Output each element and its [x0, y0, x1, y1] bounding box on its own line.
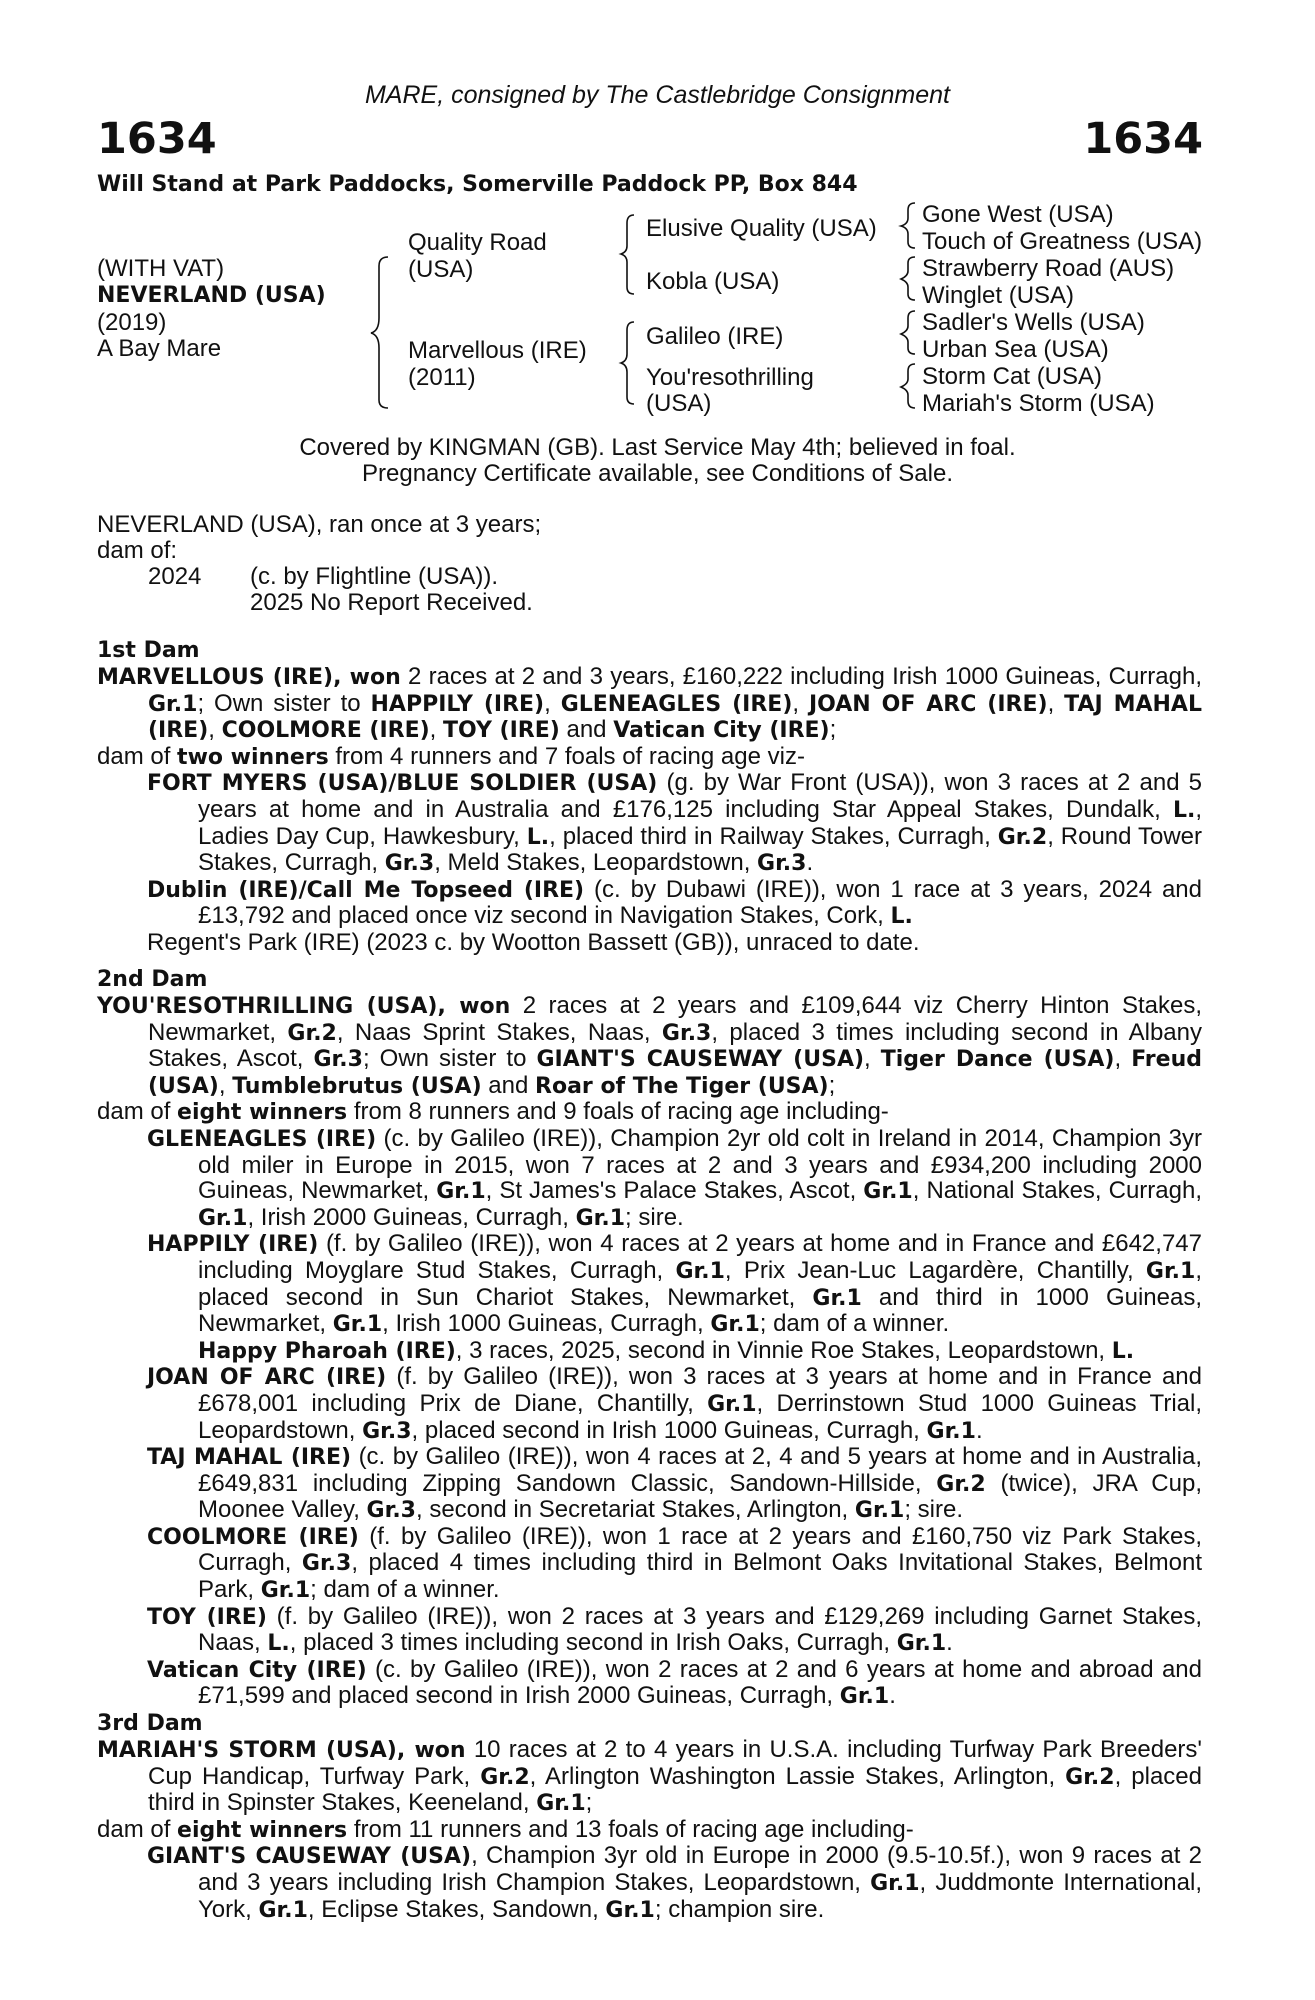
bold-text-run: Gr.2	[287, 1020, 337, 1046]
second-dam-grandfoal	[97, 1338, 1202, 1365]
text-run: ; dam of a winner.	[310, 1576, 500, 1604]
text-run: , Irish 1000 Guineas, Curragh,	[382, 1310, 711, 1338]
sire-dam: Kobla (USA)	[646, 268, 780, 295]
first-dam-foal-3	[97, 930, 1202, 956]
text-run: , placed second in Irish 1000 Guineas, Curragh,	[411, 1416, 927, 1444]
text-run: ; Own sister to	[197, 689, 371, 717]
text-run: (twice), JRA Cup, Moonee Valley,	[198, 1469, 1203, 1524]
bold-text-run: Gr.3	[661, 1020, 712, 1046]
bold-text-run: L.	[267, 1631, 290, 1657]
third-dam-text	[97, 1737, 1202, 1817]
text-run: 2 races at 2 years and £109,644 viz Cherry Hinton Stakes, Newmarket,	[148, 992, 1202, 1046]
bold-text-run: FORT MYERS (USA)/BLUE SOLDIER (USA)	[147, 771, 658, 797]
bold-text-run: Roar of The Tiger (USA)	[535, 1073, 829, 1099]
text-run: and third in 1000 Guineas, Newmarket,	[198, 1283, 1203, 1338]
text-run: (f. by Galileo (IRE)), won 3 races at 3 years at home and in France and £678,001 including Prix de Diane, Chantilly,	[198, 1363, 1202, 1417]
bold-text-run: MARIAH'S STORM (USA), won	[97, 1738, 466, 1763]
text-run: and	[559, 716, 614, 744]
bold-text-run: YOU'RESOTHRILLING (USA), won	[97, 994, 511, 1019]
text-run: , Ladies Day Cup, Hawkesbury,	[198, 795, 1202, 850]
bold-text-run: Gr.1	[710, 1312, 760, 1338]
text-run: .	[946, 1629, 953, 1657]
bold-text-run: Tumblebrutus (USA)	[232, 1073, 482, 1099]
bold-text-run: eight winners	[177, 1817, 348, 1843]
text-run: .	[806, 849, 814, 877]
text-run: , National Stakes, Curragh,	[912, 1177, 1203, 1205]
text-run: ,	[218, 1071, 233, 1099]
bold-text-run: Gr.2	[480, 1764, 530, 1790]
text-run: , placed 4 times including third in Belmont Oaks Invitational Stakes, Belmont Park,	[198, 1549, 1203, 1604]
text-run: (g. by War Front (USA)), won 3 races at 2 and 5 years at home and in Australia and £176,125 including Star Appeal Stakes, Dundalk,	[198, 769, 1202, 823]
bold-text-run: Gr.1	[258, 1897, 308, 1923]
second-dam-section	[97, 967, 1202, 1710]
bold-text-run: HAPPILY (IRE)	[370, 691, 545, 717]
text-run: 2 races at 2 and 3 years, £160,222 including Irish 1000 Guineas, Curragh,	[400, 663, 1203, 690]
text-run: , placed 3 times including second in Irish Oaks, Curragh,	[289, 1629, 897, 1657]
bold-text-run: GIANT'S CAUSEWAY (USA)	[536, 1047, 865, 1073]
first-dam-produce-intro	[97, 744, 1202, 771]
text-run: (c. by Galileo (IRE)), Champion 2yr old colt in Ireland in 2014, Champion 3yr old miler in Europe in 2015, won 7 races at 2 and 3 years and £934,200 including 2000 Guineas, Newmarket,	[198, 1124, 1202, 1205]
second-dam-title: 2nd Dam	[97, 967, 208, 992]
second-dam-foal-toy	[97, 1604, 1202, 1657]
horse-year: (2019)	[97, 309, 167, 336]
text-run: , placed third in Spinster Stakes, Keeneland,	[148, 1762, 1203, 1817]
text-run: , Irish 2000 Guineas, Curragh,	[247, 1203, 576, 1231]
ggs-8: Mariah's Storm (USA)	[922, 390, 1155, 417]
text-run: , placed 3 times including second in Albany Stakes, Ascot,	[148, 1018, 1202, 1073]
bold-text-run: Gr.2	[997, 824, 1048, 850]
bold-text-run: Gr.3	[313, 1047, 363, 1073]
second-dam-foal-gleneagles	[97, 1126, 1202, 1231]
ggs-1: Gone West (USA)	[922, 201, 1114, 228]
bold-text-run: Gr.1	[707, 1391, 757, 1417]
text-run: dam of	[97, 1098, 178, 1126]
bold-text-run: Gr.1	[605, 1897, 655, 1923]
text-run: from 11 runners and 13 foals of racing age including-	[347, 1815, 914, 1843]
text-run: , Naas Sprint Stakes, Naas,	[336, 1018, 662, 1046]
bold-text-run: Gr.1	[1145, 1258, 1196, 1284]
bold-text-run: Gr.3	[301, 1551, 352, 1577]
text-run: , Arlington Washington Lassie Stakes, Arlington,	[529, 1762, 1066, 1790]
bold-text-run: Gr.1	[839, 1684, 890, 1710]
text-run: ;	[828, 1071, 836, 1099]
bold-text-run: Gr.1	[436, 1179, 486, 1205]
produce-entry-1: (c. by Flightline (USA)).	[250, 563, 499, 590]
second-dam-foal-taj	[97, 1444, 1202, 1524]
bold-text-run: JOAN OF ARC (IRE)	[808, 691, 1048, 717]
bold-text-run: Gr.2	[1065, 1764, 1115, 1790]
bold-text-run: Gr.1	[854, 1498, 905, 1524]
dam-dam-country: (USA)	[646, 390, 712, 417]
text-run: from 4 runners and 7 foals of racing age viz-	[328, 742, 805, 770]
text-run: ,	[1047, 689, 1065, 717]
text-run: , 3 races, 2025, second in Vinnie Roe Stakes, Leopardstown,	[455, 1336, 1112, 1364]
text-run: ,	[208, 716, 222, 744]
bold-text-run: Tiger Dance (USA)	[880, 1047, 1115, 1073]
bold-text-run: L.	[526, 824, 550, 850]
produce-entry-2: 2025 No Report Received.	[250, 589, 533, 616]
bold-text-run: Gr.1	[870, 1870, 920, 1896]
bold-text-run: Gr.1	[863, 1179, 913, 1205]
ggs-3: Strawberry Road (AUS)	[922, 255, 1175, 282]
horse-name: NEVERLAND (USA)	[97, 283, 326, 308]
vat-note: (WITH VAT)	[97, 255, 225, 282]
first-dam-foal-2	[97, 877, 1202, 930]
bold-text-run: eight winners	[177, 1100, 348, 1126]
bold-text-run: MARVELLOUS (IRE), won	[97, 665, 401, 690]
bold-text-run: Gr.3	[757, 851, 807, 877]
text-run: 10 races at 2 to 4 years in U.S.A. including Turfway Park Breeders' Cup Handicap, Turfway Park,	[148, 1736, 1202, 1790]
text-run: ,	[792, 689, 809, 717]
second-dam-foal-vatican	[97, 1657, 1202, 1710]
ggs-6: Urban Sea (USA)	[922, 336, 1109, 363]
text-run: ; dam of a winner.	[759, 1310, 950, 1338]
bold-text-run: TAJ MAHAL (IRE)	[148, 691, 1202, 744]
bold-text-run: Gr.1	[812, 1285, 862, 1311]
bold-text-run: L.	[890, 904, 913, 930]
text-run: , Round Tower Stakes, Curragh,	[198, 822, 1203, 877]
bold-text-run: TOY (IRE)	[147, 1604, 267, 1630]
bold-text-run: Gr.1	[536, 1791, 586, 1817]
produce-year: 2024	[148, 563, 202, 590]
first-dam-text	[97, 664, 1202, 744]
sire-sire: Elusive Quality (USA)	[646, 215, 877, 242]
bold-text-run: JOAN OF ARC (IRE)	[147, 1365, 387, 1391]
text-run: , Eclipse Stakes, Sandown,	[307, 1895, 606, 1923]
second-dam-foal-happily	[97, 1231, 1202, 1337]
text-run: (f. by Galileo (IRE)), won 2 races at 3 years and £129,269 including Garnet Stakes, Naas,	[198, 1602, 1202, 1657]
ggs-5: Sadler's Wells (USA)	[922, 309, 1145, 336]
second-dam-text	[97, 993, 1202, 1099]
text-run: (c. by Galileo (IRE)), won 2 races at 2 and 6 years at home and abroad and £71,599 and placed second in Irish 2000 Guineas, Curragh,	[198, 1655, 1202, 1710]
bold-text-run: Gr.2	[936, 1471, 986, 1497]
dam-year: (2011)	[408, 364, 476, 391]
bold-text-run: Gr.3	[362, 1418, 412, 1444]
bold-text-run: Gr.3	[384, 851, 435, 877]
text-run: dam of	[97, 1815, 178, 1843]
text-run: , Meld Stakes, Leopardstown,	[434, 849, 758, 877]
text-run: dam of	[97, 742, 178, 770]
text-run: (c. by Galileo (IRE)), won 4 races at 2, 4 and 5 years at home and in Australia, £649,831 including Zipping Sandown Classic, Sandown-Hillside,	[198, 1443, 1203, 1497]
text-run: .	[975, 1416, 983, 1444]
text-run: ,	[544, 689, 561, 717]
text-run: , Champion 3yr old in Europe in 2000 (9.5-10.5f.), won 9 races at 2 and 3 years including Irish Champion Stakes, Leopardstown,	[198, 1842, 1203, 1896]
bold-text-run: Freud (USA)	[148, 1047, 1202, 1099]
second-dam-foal-joan	[97, 1364, 1202, 1444]
text-run: ,	[1114, 1045, 1132, 1073]
text-run: (f. by Galileo (IRE)), won 1 race at 2 years and £160,750 viz Park Stakes, Curragh,	[198, 1522, 1203, 1577]
dam-sire: Galileo (IRE)	[646, 323, 784, 350]
lot-number-right: 1634	[1083, 114, 1203, 164]
second-dam-foal-coolmore	[97, 1524, 1202, 1604]
bold-text-run: Gr.1	[260, 1578, 311, 1604]
sire-name: Quality Road	[408, 229, 547, 256]
produce-line-2: dam of:	[97, 537, 178, 564]
bold-text-run: HAPPILY (IRE)	[147, 1232, 319, 1258]
dam-name: Marvellous (IRE)	[408, 337, 587, 364]
text-run: , placed second in Sun Chariot Stakes, Newmarket,	[198, 1256, 1202, 1311]
bold-text-run: Vatican City (IRE)	[613, 718, 830, 744]
bold-text-run: Gr.1	[148, 691, 198, 717]
text-run: ;	[829, 716, 837, 744]
text-run: ; sire.	[904, 1496, 964, 1524]
consignment-title: MARE, consigned by The Castlebridge Consignment	[364, 81, 951, 109]
bold-text-run: Happy Pharoah (IRE)	[198, 1338, 456, 1364]
produce-line-1: NEVERLAND (USA), ran once at 3 years;	[97, 511, 542, 538]
text-run: , Derrinstown Stud 1000 Guineas Trial, Leopardstown,	[198, 1389, 1202, 1444]
text-run: from 8 runners and 9 foals of racing age including-	[347, 1098, 889, 1126]
covered-line: Covered by KINGMAN (GB). Last Service May 4th; believed in foal.	[299, 434, 1016, 461]
ggs-7: Storm Cat (USA)	[922, 363, 1103, 390]
lot-number-left: 1634	[97, 114, 217, 164]
text-run: ; sire.	[625, 1203, 684, 1231]
sire-country: (USA)	[408, 256, 474, 283]
text-run: , St James's Palace Stakes, Ascot,	[485, 1177, 864, 1205]
text-run: , Prix Jean-Luc Lagardère, Chantilly,	[724, 1256, 1146, 1284]
bold-text-run: TOY (IRE)	[443, 718, 560, 744]
bold-text-run: COOLMORE (IRE)	[147, 1524, 359, 1550]
text-run: Regent's Park (IRE) (2023 c. by Wootton Bassett (GB)), unraced to date.	[147, 928, 920, 956]
bold-text-run: COOLMORE (IRE)	[221, 718, 430, 744]
ggs-2: Touch of Greatness (USA)	[922, 228, 1203, 255]
bold-text-run: GLENEAGLES (IRE)	[147, 1126, 377, 1152]
bold-text-run: Gr.1	[332, 1312, 383, 1338]
text-run: ,	[429, 716, 444, 744]
text-run: and	[481, 1071, 536, 1099]
bold-text-run: Dublin (IRE)/Call Me Topseed (IRE)	[147, 877, 585, 903]
stand-location: Will Stand at Park Paddocks, Somerville Paddock PP, Box 844	[97, 172, 858, 197]
first-dam-section	[97, 638, 1202, 956]
bold-text-run: Gr.1	[198, 1205, 248, 1231]
bold-text-run: L.	[1172, 797, 1196, 823]
dam-dam: You'resothrilling	[646, 364, 814, 391]
bold-text-run: Gr.1	[675, 1258, 725, 1284]
first-dam-title: 1st Dam	[97, 638, 200, 663]
text-run: ; Own sister to	[362, 1045, 537, 1073]
bold-text-run: Gr.1	[896, 1631, 947, 1657]
bold-text-run: Vatican City (IRE)	[147, 1657, 367, 1683]
text-run: (f. by Galileo (IRE)), won 4 races at 2 years at home and in France and £642,747 including Moyglare Stud Stakes, Curragh,	[198, 1230, 1202, 1284]
bold-text-run: L.	[1111, 1338, 1135, 1364]
horse-description: A Bay Mare	[97, 335, 222, 362]
text-run: (c. by Dubawi (IRE)), won 1 race at 3 years, 2024 and £13,792 and placed once viz second in Navigation Stakes, Cork,	[198, 875, 1202, 930]
bold-text-run: GIANT'S CAUSEWAY (USA)	[147, 1844, 472, 1870]
bold-text-run: GLENEAGLES (IRE)	[560, 691, 793, 717]
text-run: ,	[864, 1045, 881, 1073]
bold-text-run: TAJ MAHAL (IRE)	[147, 1445, 352, 1471]
second-dam-produce-intro	[97, 1099, 1202, 1126]
ggs-4: Winglet (USA)	[922, 282, 1075, 309]
third-dam-produce-intro	[97, 1817, 1202, 1844]
bold-text-run: Gr.3	[366, 1498, 416, 1524]
first-dam-foal-1	[97, 770, 1202, 876]
text-run: ; champion sire.	[654, 1895, 825, 1923]
pregnancy-line: Pregnancy Certificate available, see Conditions of Sale.	[362, 460, 953, 487]
text-run: , second in Secretariat Stakes, Arlington,	[415, 1496, 855, 1524]
text-run: , Juddmonte International, York,	[198, 1868, 1202, 1923]
third-dam-title: 3rd Dam	[97, 1711, 203, 1736]
third-dam-section	[97, 1711, 1202, 1923]
bold-text-run: Gr.1	[926, 1418, 976, 1444]
text-run: , placed third in Railway Stakes, Curragh,	[549, 822, 998, 850]
bold-text-run: Gr.1	[575, 1205, 626, 1231]
third-dam-foal-giants-causeway	[97, 1843, 1202, 1923]
bold-text-run: two winners	[177, 744, 329, 770]
text-run: .	[889, 1682, 896, 1710]
text-run: ;	[585, 1789, 593, 1817]
